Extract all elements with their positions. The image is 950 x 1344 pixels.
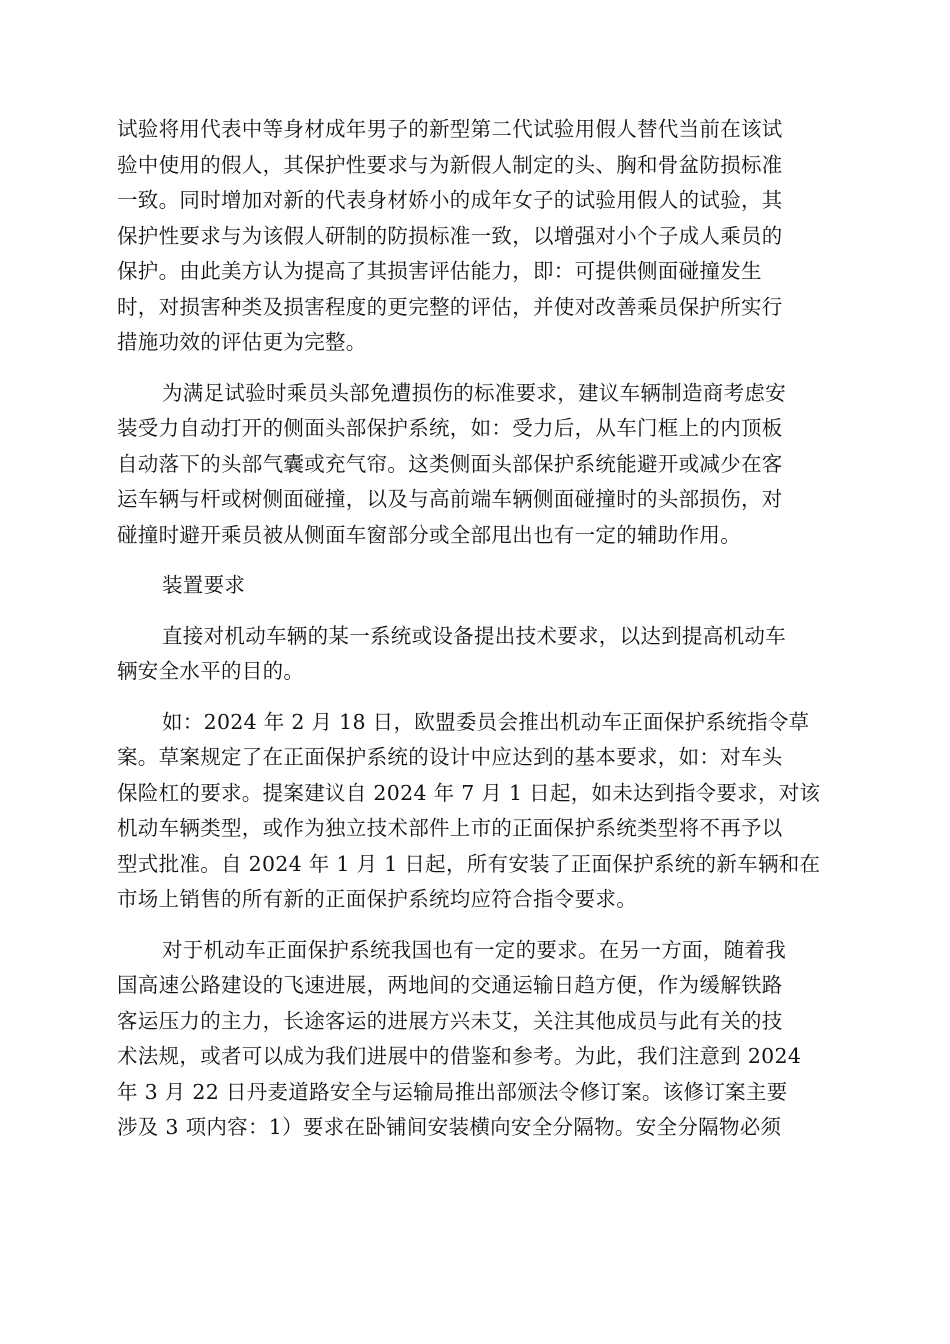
text-line: 术法规，或者可以成为我们进展中的借鉴和参考。为此，我们注意到 2024 — [117, 1044, 802, 1068]
text-line: 保护。由此美方认为提高了其损害评估能力，即：可提供侧面碰撞发生 — [117, 259, 762, 283]
text-line: 辆安全水平的目的。 — [117, 659, 305, 683]
text-line: 如：2024 年 2 月 18 日，欧盟委员会推出机动车正面保护系统指令草 — [162, 709, 810, 734]
text-line: 客运压力的主力，长途客运的进展方兴未艾，关注其他成员与此有关的技 — [117, 1008, 783, 1033]
text-line: 措施功效的评估更为完整。 — [117, 330, 367, 354]
text-line: 案。草案规定了在正面保护系统的设计中应达到的基本要求，如：对车头 — [117, 745, 783, 769]
text-line: 保护性要求与为该假人研制的防损标准一致，以增强对小个子成人乘员的 — [117, 223, 783, 248]
paragraph-spacer — [117, 918, 833, 933]
paragraph-spacer — [117, 361, 833, 376]
text-line: 为满足试验时乘员头部免遭损伤的标准要求，建议车辆制造商考虑安 — [162, 380, 786, 405]
paragraph-4 — [117, 619, 833, 690]
text-line: 国高速公路建设的飞速进展，两地间的交通运输日趋方便，作为缓解铁路 — [117, 973, 783, 997]
text-line: 运车辆与杆或树侧面碰撞，以及与高前端车辆侧面碰撞时的头部损伤，对 — [117, 487, 783, 511]
text-line: 年 3 月 22 日丹麦道路安全与运输局推出部颁法令修订案。该修订案主要 — [117, 1079, 788, 1104]
heading-text: 装置要求 — [162, 573, 246, 597]
text-line: 机动车辆类型，或作为独立技术部件上市的正面保护系统类型将不再予以 — [117, 816, 783, 840]
text-line: 验中使用的假人，其保护性要求与为新假人制定的头、胸和骨盆防损标准 — [117, 152, 783, 177]
document-page — [117, 112, 833, 1146]
text-line: 直接对机动车辆的某一系统或设备提出技术要求，以达到提高机动车 — [162, 623, 786, 648]
section-heading — [117, 568, 833, 604]
text-line: 自动落下的头部气囊或充气帘。这类侧面头部保护系统能避开或减少在客 — [117, 451, 783, 476]
paragraph-1 — [117, 112, 833, 361]
text-line: 涉及 3 项内容：1）要求在卧铺间安装横向安全分隔物。安全分隔物必须 — [117, 1115, 782, 1139]
text-line: 时，对损害种类及损害程度的更完整的评估，并使对改善乘员保护所实行 — [117, 294, 783, 319]
text-line: 对于机动车正面保护系统我国也有一定的要求。在另一方面，随着我 — [162, 937, 786, 962]
paragraph-2 — [117, 376, 833, 554]
text-line: 一致。同时增加对新的代表身材娇小的成年女子的试验用假人的试验，其 — [117, 188, 783, 212]
text-line: 市场上销售的所有新的正面保护系统均应符合指令要求。 — [117, 887, 637, 911]
text-line: 型式批准。自 2024 年 1 月 1 日起，所有安装了正面保护系统的新车辆和在 — [117, 851, 821, 876]
paragraph-6 — [117, 933, 833, 1146]
text-line: 装受力自动打开的侧面头部保护系统，如：受力后，从车门框上的内顶板 — [117, 416, 783, 440]
paragraph-5 — [117, 705, 833, 918]
paragraph-spacer — [117, 604, 833, 619]
text-line: 碰撞时避开乘员被从侧面车窗部分或全部甩出也有一定的辅助作用。 — [117, 522, 741, 547]
text-line: 保险杠的要求。提案建议自 2024 年 7 月 1 日起，如未达到指令要求，对该 — [117, 780, 821, 805]
paragraph-spacer — [117, 553, 833, 568]
paragraph-spacer — [117, 690, 833, 705]
text-line: 试验将用代表中等身材成年男子的新型第二代试验用假人替代当前在该试 — [117, 117, 783, 141]
